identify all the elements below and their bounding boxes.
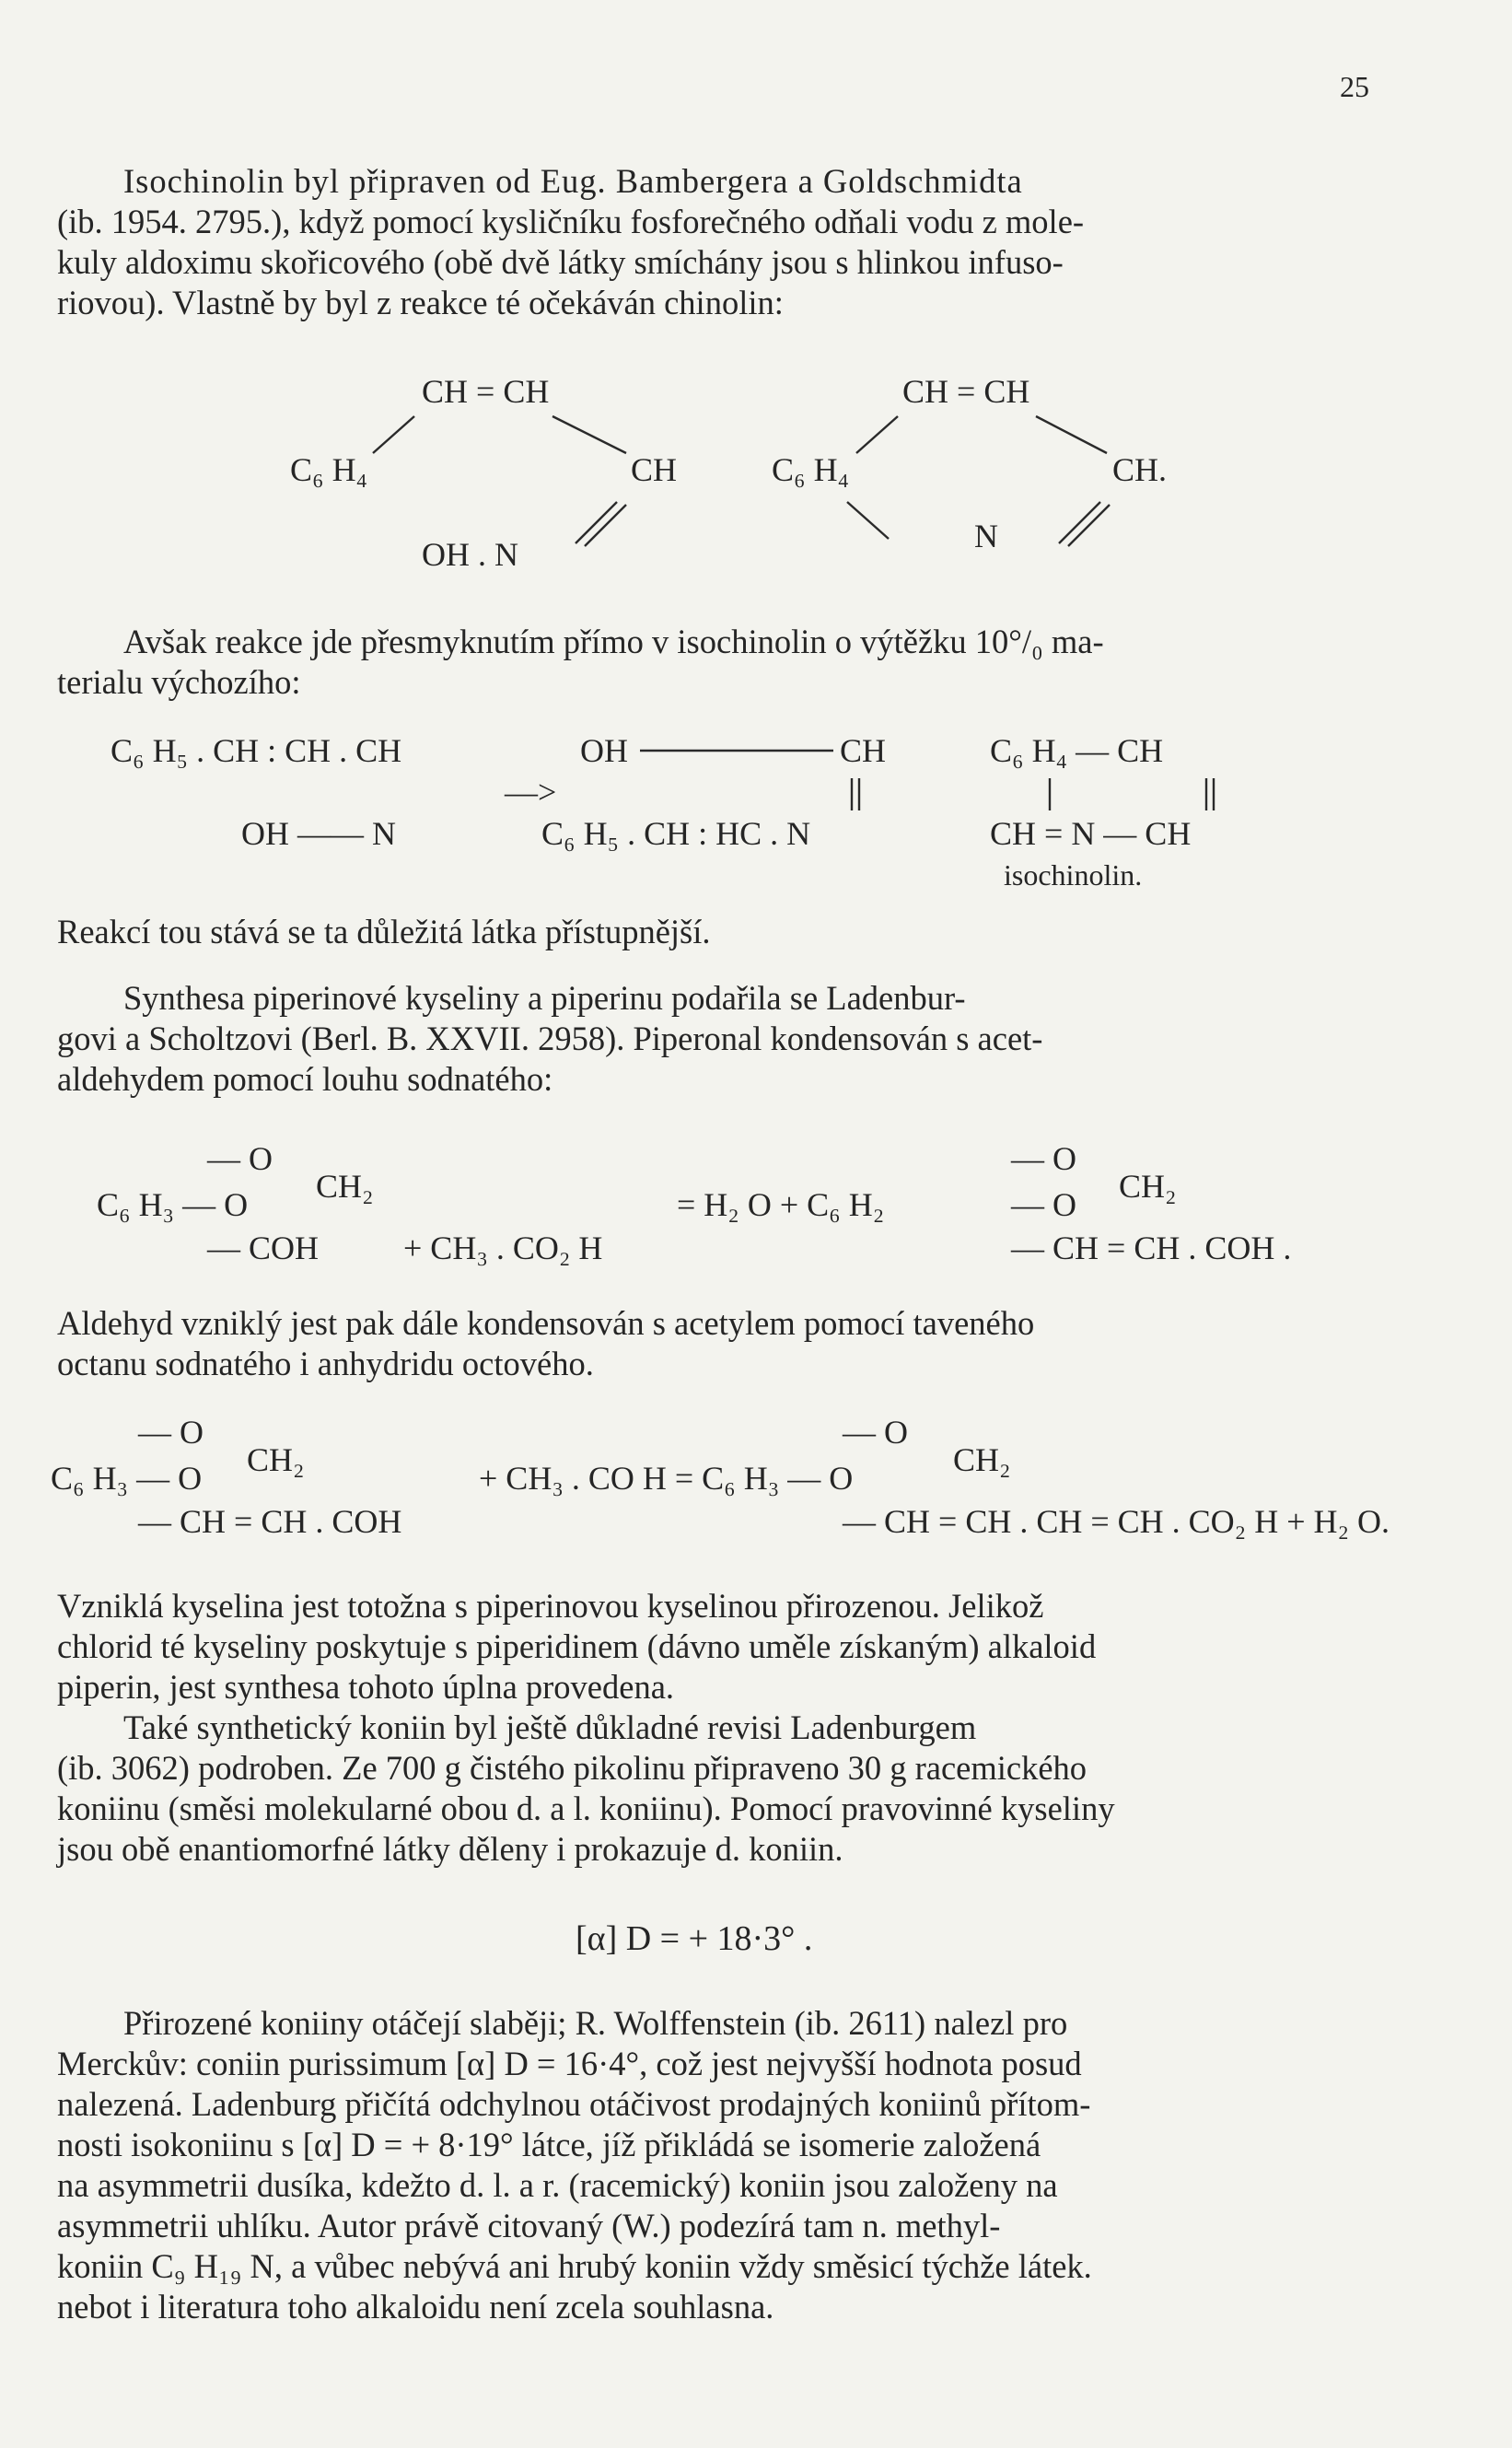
text-line: kuly aldoximu skořicového (obě dvě látky smíchány jsou s hlinkou infuso-	[57, 243, 1064, 281]
text-line: Avšak reakce jde přesmyknutím přímo v isochinolin o výtěžku 10°/₀ ma-	[123, 623, 1104, 660]
formula-text: — COH	[207, 1230, 320, 1266]
paragraph-synthesa	[57, 978, 1392, 1100]
formula-rotation: [α] D = + 18·3° .	[576, 1919, 813, 1958]
formula-text: C₆ H₄ — CH	[990, 732, 1164, 769]
formula-text: — CH = CH . CH = CH . CO₂ H + H₂ O.	[843, 1503, 1390, 1540]
text-line: piperin, jest synthesa tohoto úplna provedena.	[57, 1668, 675, 1706]
text-line: nebot i literatura toho alkaloidu není zcela souhlasna.	[57, 2288, 774, 2326]
formula-text: —>	[505, 774, 557, 810]
formula-text: CH.	[1112, 451, 1168, 488]
text-line: Reakcí tou stává se ta důležitá látka přístupnější.	[57, 913, 711, 950]
formula-text: C₆ H₃ — O	[97, 1186, 249, 1223]
formula-text: CH	[840, 732, 887, 769]
text-line: Aldehyd vzniklý jest pak dále kondensován s acetylem pomocí taveného	[57, 1304, 1035, 1342]
text-line: koniinu (směsi molekularné obou d. a l. koniinu). Pomocí pravovinné kyseliny	[57, 1789, 1115, 1827]
formula-text: — CH = CH . COH .	[1011, 1230, 1292, 1266]
formula-text: — O	[1011, 1186, 1076, 1223]
bond-line	[1036, 416, 1107, 453]
formula-text: CH = CH	[422, 373, 550, 410]
text-line: terialu výchozího:	[57, 663, 301, 701]
formula-text: C₆ H₄	[772, 451, 850, 488]
text-line: koniin C₉ H₁₉ N, a vůbec nebývá ani hrubý koniin vždy směsicí týchže látek.	[57, 2247, 1092, 2285]
text-line: chlorid té kyseliny poskytuje s piperidinem (dávno uměle získaným) alkaloid	[57, 1627, 1097, 1665]
formula-text: OH —— N	[241, 815, 396, 852]
text-line: (ib. 1954. 2795.), když pomocí kysličníku fosforečného odňali vodu z mole-	[57, 203, 1085, 240]
formula-text: + CH₃ . CO H = C₆ H₃ — O	[479, 1460, 854, 1497]
formula-label: isochinolin.	[1004, 858, 1143, 892]
formula-text: CH₂	[316, 1168, 374, 1205]
text-line: nosti isokoniinu s [α] D = + 8·19° látce, jíž přikládá se isomerie založená	[57, 2126, 1041, 2163]
text-line: Isochinolin byl připraven od Eug. Bambergera a Goldschmidta	[123, 162, 1023, 200]
formula-text: C₆ H₃ — O	[51, 1460, 203, 1497]
paragraph-isochinolin-intro	[57, 161, 1392, 323]
formula-text: OH . N	[422, 536, 518, 573]
text-line: Merckův: coniin purissimum [α] D = 16·4°, což jest nejvyšší hodnota posud	[57, 2045, 1082, 2082]
bond-line	[856, 416, 898, 453]
text-line: riovou). Vlastně by byl z reakce té očekáván chinolin:	[57, 284, 784, 321]
paragraph-reakci	[57, 912, 1392, 952]
formula-text: OH	[580, 732, 628, 769]
bond-line	[585, 505, 626, 546]
bond-line	[1068, 505, 1110, 546]
formula-text: — O	[138, 1414, 204, 1451]
bond-line	[1059, 502, 1100, 543]
formula-text: C₆ H₅ . CH : CH . CH	[110, 732, 402, 769]
bond-line	[576, 502, 617, 543]
formula-text: — O	[1011, 1140, 1076, 1177]
text-line: Synthesa piperinové kyseliny a piperinu podařila se Ladenbur-	[123, 979, 966, 1017]
formula-text: — O	[843, 1414, 908, 1451]
text-line: Také synthetický koniin byl ještě důkladné revisi Ladenburgem	[123, 1708, 977, 1746]
text-line: govi a Scholtzovi (Berl. B. XXVII. 2958). Piperonal kondensován s acet-	[57, 1020, 1043, 1057]
text-line: Vzniklá kyselina jest totožna s piperinovou kyselinou přirozenou. Jelikož	[57, 1587, 1044, 1625]
paragraph-vznikla	[57, 1586, 1392, 1870]
text-line: (ib. 3062) podroben. Ze 700 g čistého pikolinu připraveno 30 g racemického	[57, 1749, 1087, 1787]
formula-text: CH	[631, 451, 678, 488]
text-line: na asymmetrii dusíka, kdežto d. l. a r. (racemický) koniin jsou založeny na	[57, 2166, 1058, 2204]
paragraph-aldehyd	[57, 1303, 1392, 1384]
paragraph-avsak	[57, 622, 1392, 703]
bond-line	[847, 502, 889, 539]
text-line: Přirozené koniiny otáčejí slaběji; R. Wolffenstein (ib. 2611) nalezl pro	[123, 2004, 1068, 2042]
formula-text: — O	[207, 1140, 273, 1177]
formula-text: + CH₃ . CO₂ H	[403, 1230, 603, 1266]
text-line: aldehydem pomocí louhu sodnatého:	[57, 1060, 553, 1098]
bond-line	[373, 416, 414, 453]
formula-text: CH₂	[247, 1441, 305, 1478]
formula-text: CH₂	[953, 1441, 1011, 1478]
formula-text: C₆ H₅ . CH : HC . N	[541, 815, 811, 852]
text-line: asymmetrii uhlíku. Autor právě citovaný (W.) podezírá tam n. methyl-	[57, 2207, 1001, 2244]
formula-text: — CH = CH . COH	[138, 1503, 402, 1540]
formula-text: CH = N — CH	[990, 815, 1192, 852]
formula-text: CH₂	[1119, 1168, 1177, 1205]
text-line: jsou obě enantiomorfné látky děleny i prokazuje d. koniin.	[57, 1830, 843, 1868]
paragraph-prirozene	[57, 2003, 1392, 2327]
text-line: nalezená. Ladenburg přičítá odchylnou otáčivost prodajných koniinů přítom-	[57, 2085, 1091, 2123]
formula-text: C₆ H₄	[290, 451, 368, 488]
formula-text: N	[974, 518, 998, 554]
text-line: octanu sodnatého i anhydridu octového.	[57, 1345, 594, 1382]
formula-text: CH = CH	[902, 373, 1030, 410]
formula-text: = H₂ O + C₆ H₂	[677, 1186, 885, 1223]
bond-line	[552, 416, 626, 453]
page-number: 25	[1340, 70, 1369, 103]
